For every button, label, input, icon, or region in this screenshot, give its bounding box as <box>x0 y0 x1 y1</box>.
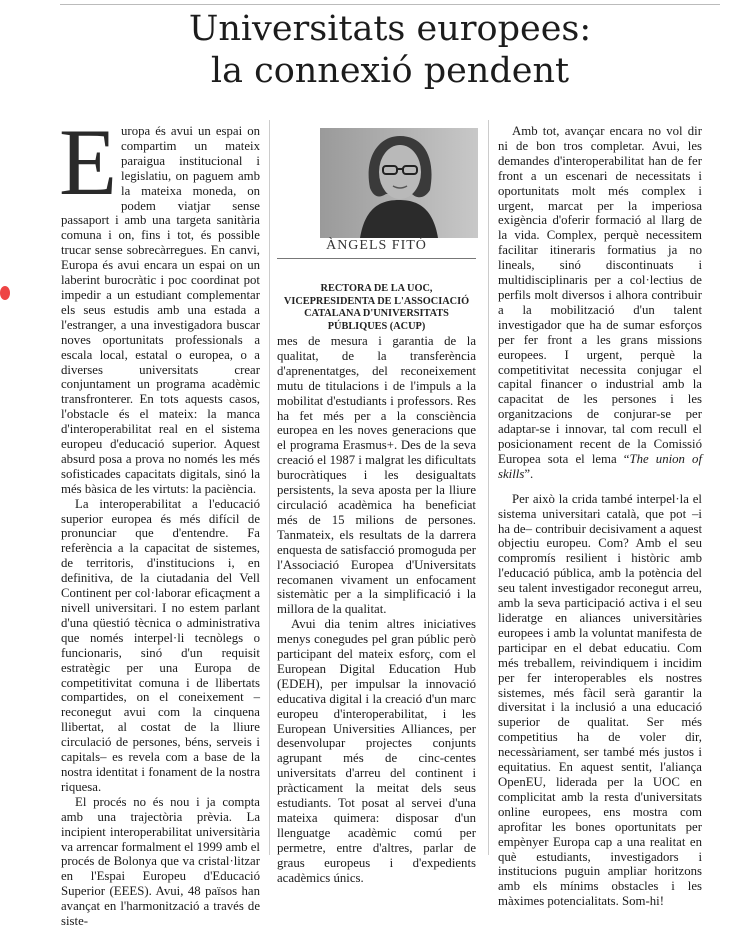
paragraph: Per això la crida també interpel·la el sistema universitari català, que pot –i ha de– contribuir decisivament a aquest objectiu europeu. Com? Amb el seu compromís resilient i històric amb l'educació pública, amb la potència del seu talent investigador reconegut arreu, amb la seva participació activa i el seu lideratge en aliances universitàries europees i amb la voluntat manifesta de participar en el debat educatiu. Com més treballem, reivindiquem i incidim per fer interoperables els nostres sistemes, més fàcil serà garantir la diversitat i la inclusió a una educació superior de qualitat. Ser més competitius ha de voler dir, necessàriament, ser també més justos i equitatius. En aquest sentit, l'aliança OpenEU, liderada per la UOC en complicitat amb la resta d'universitats online europees, ens mostra com aprofitar les bones oportunitats per empènyer Europa cap a una realitat en què estudiants, investigadors i institucions puguin ampliar horitzons amb els mínims obstacles i les màximes potencialitats. Som-hi! <box>498 491 702 909</box>
paragraph-text: Amb tot, avançar encara no vol dir ni de bon tros completar. Avui, les demandes d'interoperabilitat han de fer front a un escenari de necessitats i oportunitats molt més complex i urgent, marcat per la imperiosa exigència d'oferir formació al llarg de la vida. Complex, perquè necessitem facilitar itineraris formatius ja no lineals, sinó discontinuats i multidisciplinaris per a col·lectius de perfils molt diversos i alhora contribuir a la mobilització d'un talent investigador que ha de sumar esforços per fer front a les grans missions europees. I urgent, perquè la competitivitat necessita conjugar el capital financer o industrial amb la capacitat de les persones i les organitzacions de conjurar-se per adaptar-se i innovar, tal com recull el posicionament recent de la Comissió Europea sota el lema “ <box>498 124 702 466</box>
author-role: RECTORA DE LA UOC, VICEPRESIDENTA DE L'ASSOCIACIÓ CATALANA D'UNIVERSITATS PÚBLIQUES (ACUP) <box>283 283 470 332</box>
paragraph: Avui dia tenim altres iniciatives menys conegudes pel gran públic però participant del mateix esforç, com el European Digital Education Hub (EDEH), per impulsar la innovació educativa digital i la creació d'un marc europeu d'interoperabilitat, i les European Universities Alliances, per desenvolupar projectes conjunts agrupant més de cinc-centes universitats d'arreu del continent i pràcticament la meitat dels seus estudiants. Tot posat al servei d'una mateixa quimera: disposar d'un llenguatge acadèmic comú per permetre, entre d'altres, parlar de graus europeus i d'expedients acadèmics únics. <box>277 617 476 885</box>
author-portrait-image <box>320 128 478 238</box>
article-column-3 <box>498 124 702 909</box>
column-divider <box>488 120 489 855</box>
article-column-1 <box>59 109 260 929</box>
paragraph-text-end: ”. <box>524 466 534 481</box>
page-title <box>60 8 720 92</box>
paragraph: El procés no és nou i ja compta amb una trajectòria prèvia. La incipient interoperabilitat universitària va arrencar formalment el 1999 amb el procés de Bolonya que va cristal·litzar en l'Espai Europeu d'Educació Superior (EEES). Avui, 48 països han avançat en l'harmonització a través de siste- <box>61 794 260 929</box>
title-line-1: Universitats europees: <box>188 9 592 49</box>
red-margin-mark <box>0 286 10 300</box>
top-rule <box>60 4 720 5</box>
title-line-2: la connexió pendent <box>210 51 570 91</box>
paragraph-text: uropa és avui un espai on compartim un mateix paraigua institucional i legislatiu, on paguem amb la mateixa moneda, on podem viatjar sense passaport i amb una targeta sanitària comuna i on, fins i tot, és possible trucar sense sobrecàrregues. En canvi, Europa és avui encara un espai on un laberint burocràtic i poc coordinat pot impedir a un estudiant complementar els seus estudis amb una estada a l'estranger, a una investigadora buscar noves oportunitats professionals a escala local, estatal o europea, o a diverses universitats crear conjuntament un programa acadèmic transfronterer. En tots aquests casos, l'obstacle és el mateix: la manca d'interoperabilitat real en el sistema europeu d'educació superior. Aquest absurd posa a prova no només les més sofisticades capacitats digitals, sinó la més bàsica de les virtuts: la paciència. <box>61 124 260 496</box>
author-photo <box>320 128 478 238</box>
article-column-2 <box>277 334 476 886</box>
author-name: ÀNGELS FITÓ <box>326 238 427 253</box>
byline-rule <box>277 258 476 259</box>
column-divider <box>269 120 270 855</box>
drop-cap: E <box>59 109 118 215</box>
paragraph <box>498 124 702 482</box>
paragraph: La interoperabilitat a l'educació superior europea és més difícil de pronunciar que d'entendre. Fa referència a la capacitat de sistemes, de territoris, d'institucions i, en definitiva, de la ciutadania del Vell Continent per col·laborar eficaçment a nivell universitari. I no estem parlant d'una qüestió tècnica o administrativa que només interpel·li tecnòlegs o funcionaris, sinó d'un requisit estratègic per una Europa de competitivitat comuna i de llibertats compartides, on el coneixement –reconegut avui com la cinquena llibertat, al costat de la lliure circulació de persones, béns, serveis i capitals– es revela com a base de la nostra identitat i fonament de la nostra riquesa. <box>61 496 260 794</box>
quoted-slogan: The union of skills <box>498 451 703 481</box>
paragraph <box>59 109 260 497</box>
paragraph: mes de mesura i garantia de la qualitat, de la transferència d'aprenentatges, del reconeixement mutu de titulacions i de l'impuls a la mobilitat d'estudiants i professors. Res ha fet més per a la consciència europea en les noves generacions que el programa Erasmus+. Des de la seva creació el 1987 i malgrat les dificultats burocràtiques i les desigualtats persistents, la seva aposta per la lliure circulació acadèmica ha beneficiat més de 15 milions de persones. Tanmateix, els resultats de la darrera enquesta de satisfacció promoguda per l'Associació Europea d'Universitats recomanen vivament un enfocament sistemàtic per a la simplificació i la millora de la qualitat. <box>277 334 476 617</box>
